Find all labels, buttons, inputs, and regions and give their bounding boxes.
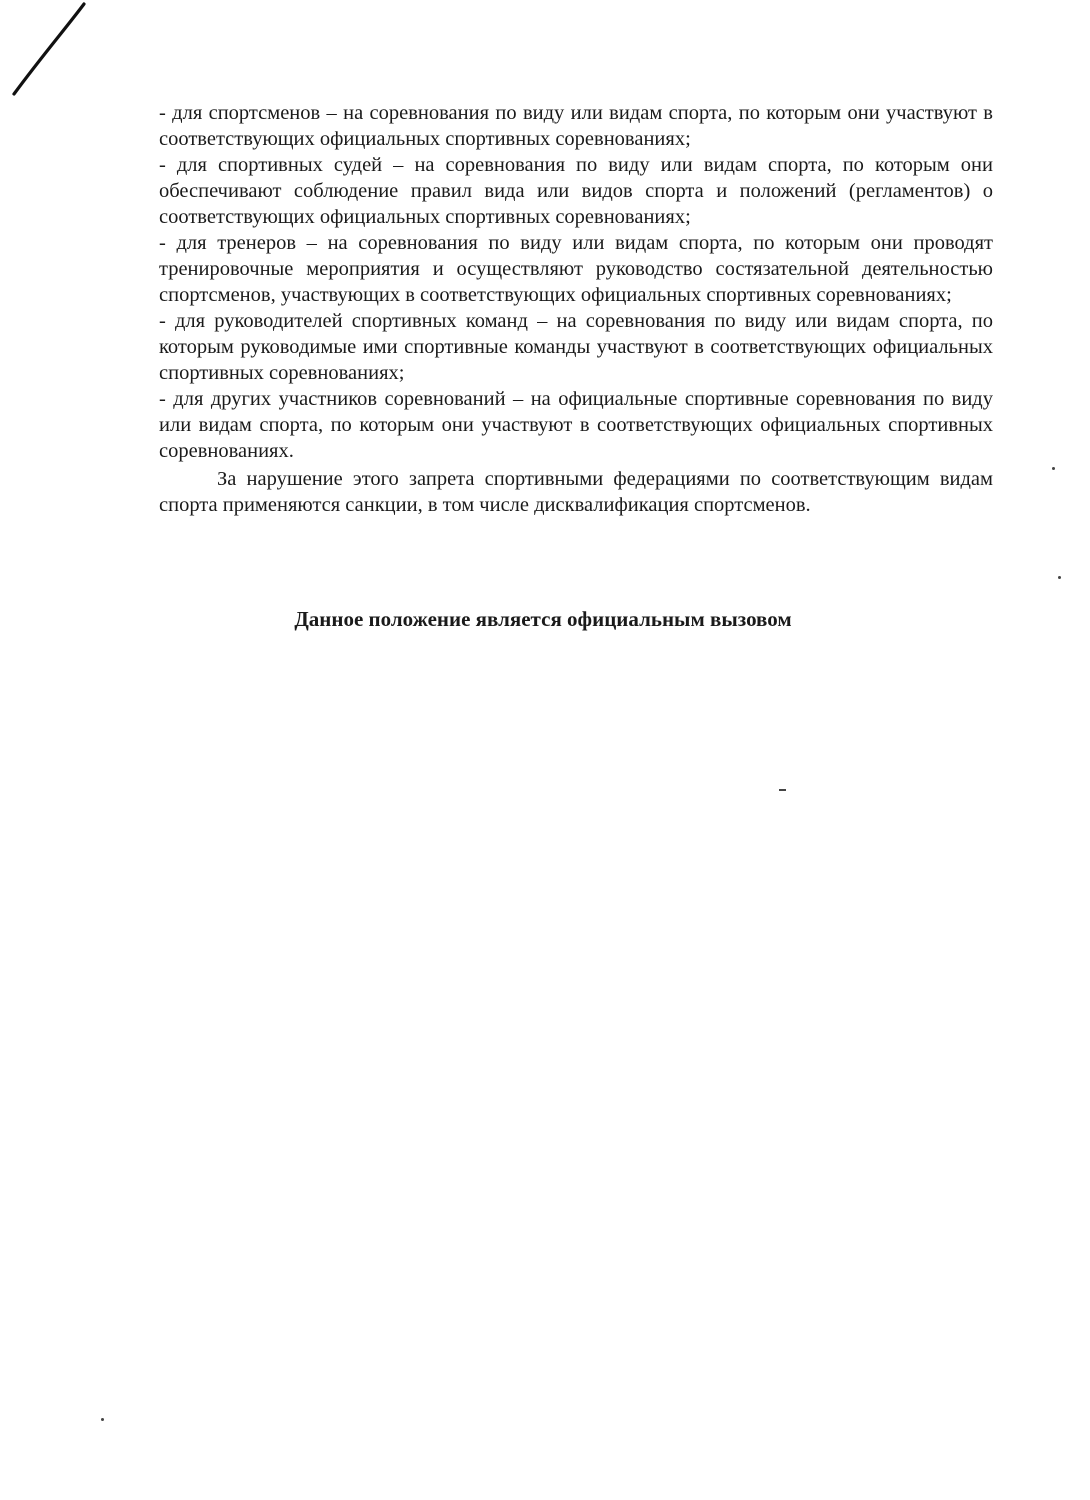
scan-speck	[1052, 467, 1055, 470]
pen-stroke-mark	[8, 2, 88, 98]
scan-speck	[779, 789, 786, 791]
paragraph-other-participants: - для других участников соревнований – на официальные спортивные соревнования по виду или видам спорта, по которым они участвуют в соответствующих официальных спортивных соревнованиях.	[159, 388, 993, 462]
paragraph-sanctions: За нарушение этого запрета спортивными федерациями по соответствующим видам спорта применяются санкции, в том числе дисквалификация спортсменов.	[159, 468, 993, 516]
paragraph-judges: - для спортивных судей – на соревнования по виду или видам спорта, по которым они обеспечивают соблюдение правил вида или видов спорта и положений (регламентов) о соответствующих официальных спортивных соревнованиях;	[159, 154, 993, 228]
document-body	[159, 100, 993, 518]
scan-speck	[1058, 576, 1061, 579]
paragraph-athletes: - для спортсменов – на соревнования по виду или видам спорта, по которым они участвуют в соответствующих официальных спортивных соревнованиях;	[159, 102, 993, 150]
closing-statement	[159, 605, 993, 633]
scan-speck	[101, 1418, 104, 1421]
paragraph-team-leaders: - для руководителей спортивных команд – на соревнования по виду или видам спорта, по которым руководимые ими спортивные команды участвуют в соответствующих официальных спортивных соревнованиях;	[159, 310, 993, 384]
paragraph-coaches: - для тренеров – на соревнования по виду или видам спорта, по которым они проводят тренировочные мероприятия и осуществляют руководство состязательной деятельностью спортсменов, участвующих в соответствующих официальных спортивных соревнованиях;	[159, 232, 993, 306]
closing-statement-text: Данное положение является официальным вызовом	[294, 607, 792, 631]
